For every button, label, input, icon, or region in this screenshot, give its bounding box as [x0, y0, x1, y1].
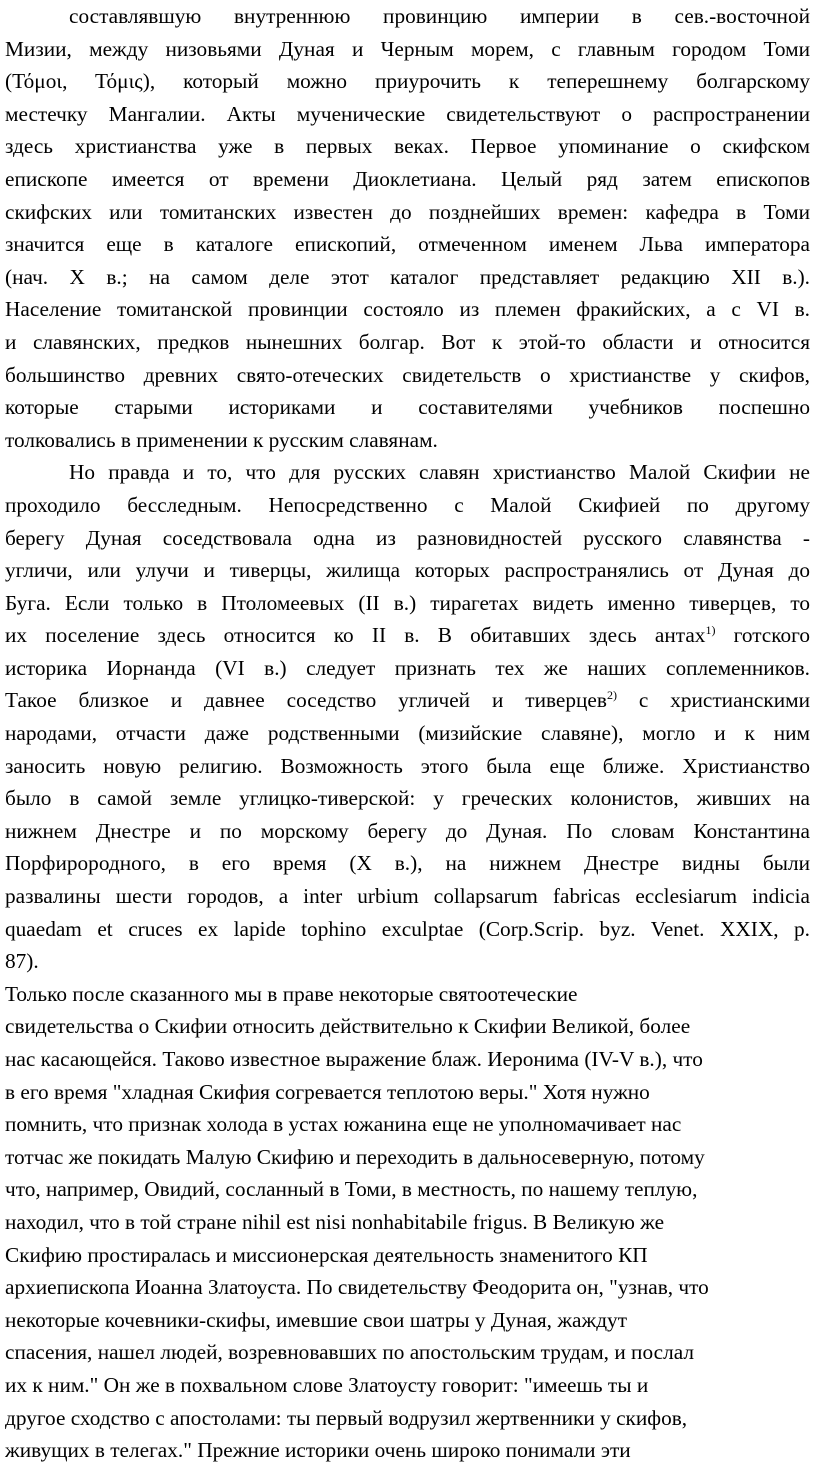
text-line: 87). [5, 949, 39, 974]
text-line: находил, что в той стране nihil est nisi nonhabitabile frigus. В Великую же [5, 1209, 665, 1234]
text-segment: готского [715, 623, 810, 648]
text-line-with-footnote [5, 684, 810, 717]
text-line: Мизии, между низовьями Дуная и Черным морем, с главным городом Томи [5, 36, 810, 61]
text-line: составлявшую внутреннюю провинцию империи в сев.-восточной [69, 4, 810, 28]
text-line: (Τόμοι, Τόμις), который можно приурочить к теперешнему болгарскому [5, 69, 810, 94]
text-line: Но правда и то, что для русских славян христианство Малой Скифии не [69, 460, 810, 485]
text-line: нижнем Днестре и по морскому берегу до Дуная. По словам Константина [5, 818, 810, 843]
text-line: их к ним." Он же в похвальном слове Златоусту говорит: "имеешь ты и [5, 1372, 649, 1397]
text-line: которые старыми историками и составителями учебников поспешно [5, 395, 810, 420]
text-line: местечку Мангалии. Акты мученические свидетельствуют о распространении [5, 101, 810, 126]
paragraph-3 [5, 978, 810, 1467]
text-line: свидетельства о Скифии относить действительно к Скифии Великой, более [5, 1014, 691, 1039]
text-line: тотчас же покидать Малую Скифию и переходить в дальносеверную, потому [5, 1144, 705, 1169]
text-line: quaedam et cruces ex lapide tophino exculptae (Corp.Scrip. byz. Venet. XXIX, р. [5, 916, 810, 941]
text-line: помнить, что признак холода в устах южанина еще не уполномачивает нас [5, 1112, 682, 1137]
text-line: Только после сказанного мы в праве некоторые святоотеческие [5, 981, 578, 1006]
text-line: было в самой земле углицко-тиверской: у греческих колонистов, живших на [5, 786, 810, 811]
text-segment: с христианскими [616, 688, 810, 713]
paragraph-2 [5, 456, 810, 978]
text-line: в его время "хладная Скифия согревается теплотою веры." Хотя нужно [5, 1079, 650, 1104]
text-line: развалины шести городов, а inter urbium collapsarum fabricas ecclesiarum indicia [5, 884, 810, 909]
text-line: епископе имеется от времени Диоклетиана. Целый ряд затем епископов [5, 166, 810, 191]
text-line: скифских или томитанских известен до позднейших времен: кафедра в Томи [5, 199, 810, 224]
text-line: Скифию простиралась и миссионерская деятельность знаменитого КП [5, 1242, 648, 1267]
text-line: заносить новую религию. Возможность этого была еще ближе. Христианство [5, 753, 810, 778]
text-line: большинство древних свято-отеческих свидетельств о христианстве у скифов, [5, 362, 810, 387]
text-line: историка Иорнанда (VI в.) следует признать тех же наших соплеменников. [5, 655, 810, 680]
text-line: берегу Дуная соседствовала одна из разновидностей русского славянства - [5, 525, 810, 550]
text-line: и славянских, предков нынешних болгар. Вот к этой-то области и относится [5, 329, 810, 354]
text-line: угличи, или улучи и тиверцы, жилища которых распространялись от Дуная до [5, 558, 810, 583]
text-line: живущих в телегах." Прежние историки очень широко понимали эти [5, 1438, 631, 1463]
text-line: толковались в применении к русским славянам. [5, 427, 438, 452]
text-line: некоторые кочевники-скифы, имевшие свои шатры у Дуная, жаждут [5, 1307, 628, 1332]
paragraph-1 [5, 0, 810, 456]
text-line: значится еще в каталоге епископий, отмеченном именем Льва императора [5, 232, 810, 257]
text-line: архиепископа Иоанна Златоуста. По свидетельству Феодорита он, "узнав, что [5, 1275, 709, 1300]
text-line: Буга. Если только в Птоломеевых (II в.) тирагетах видеть именно тиверцев, то [5, 590, 810, 615]
text-line: что, например, Овидий, сосланный в Томи, в местность, по нашему теплую, [5, 1177, 698, 1202]
text-segment: их поселение здесь относится ко II в. В обитавших здесь антах [5, 623, 706, 648]
footnote-marker-1: 1) [705, 623, 716, 638]
text-line: народами, отчасти даже родственными (мизийские славяне), могло и к ним [5, 721, 810, 746]
text-line: Население томитанской провинции состояло из племен фракийских, а с VI в. [5, 297, 810, 322]
text-line: спасения, нашел людей, возревновавших по апостольским трудам, и послал [5, 1340, 694, 1365]
text-line: здесь христианства уже в первых веках. Первое упоминание о скифском [5, 134, 810, 159]
footnote-marker-2: 2) [606, 688, 617, 703]
text-line: проходило бесследным. Непосредственно с Малой Скифией по другому [5, 492, 810, 517]
text-line: нас касающейся. Таково известное выражение блаж. Иеронима (IV-V в.), что [5, 1047, 703, 1071]
text-line: (нач. X в.; на самом деле этот каталог представляет редакцию XII в.). [5, 264, 810, 289]
text-segment: Такое близкое и давнее соседство угличей и тиверцев [5, 688, 607, 713]
text-line-with-footnote [5, 619, 810, 652]
text-line: другое сходство с апостолами: ты первый водрузил жертвенники у скифов, [5, 1405, 688, 1430]
text-line: Порфирородного, в его время (X в.), на нижнем Днестре видны были [5, 851, 810, 876]
